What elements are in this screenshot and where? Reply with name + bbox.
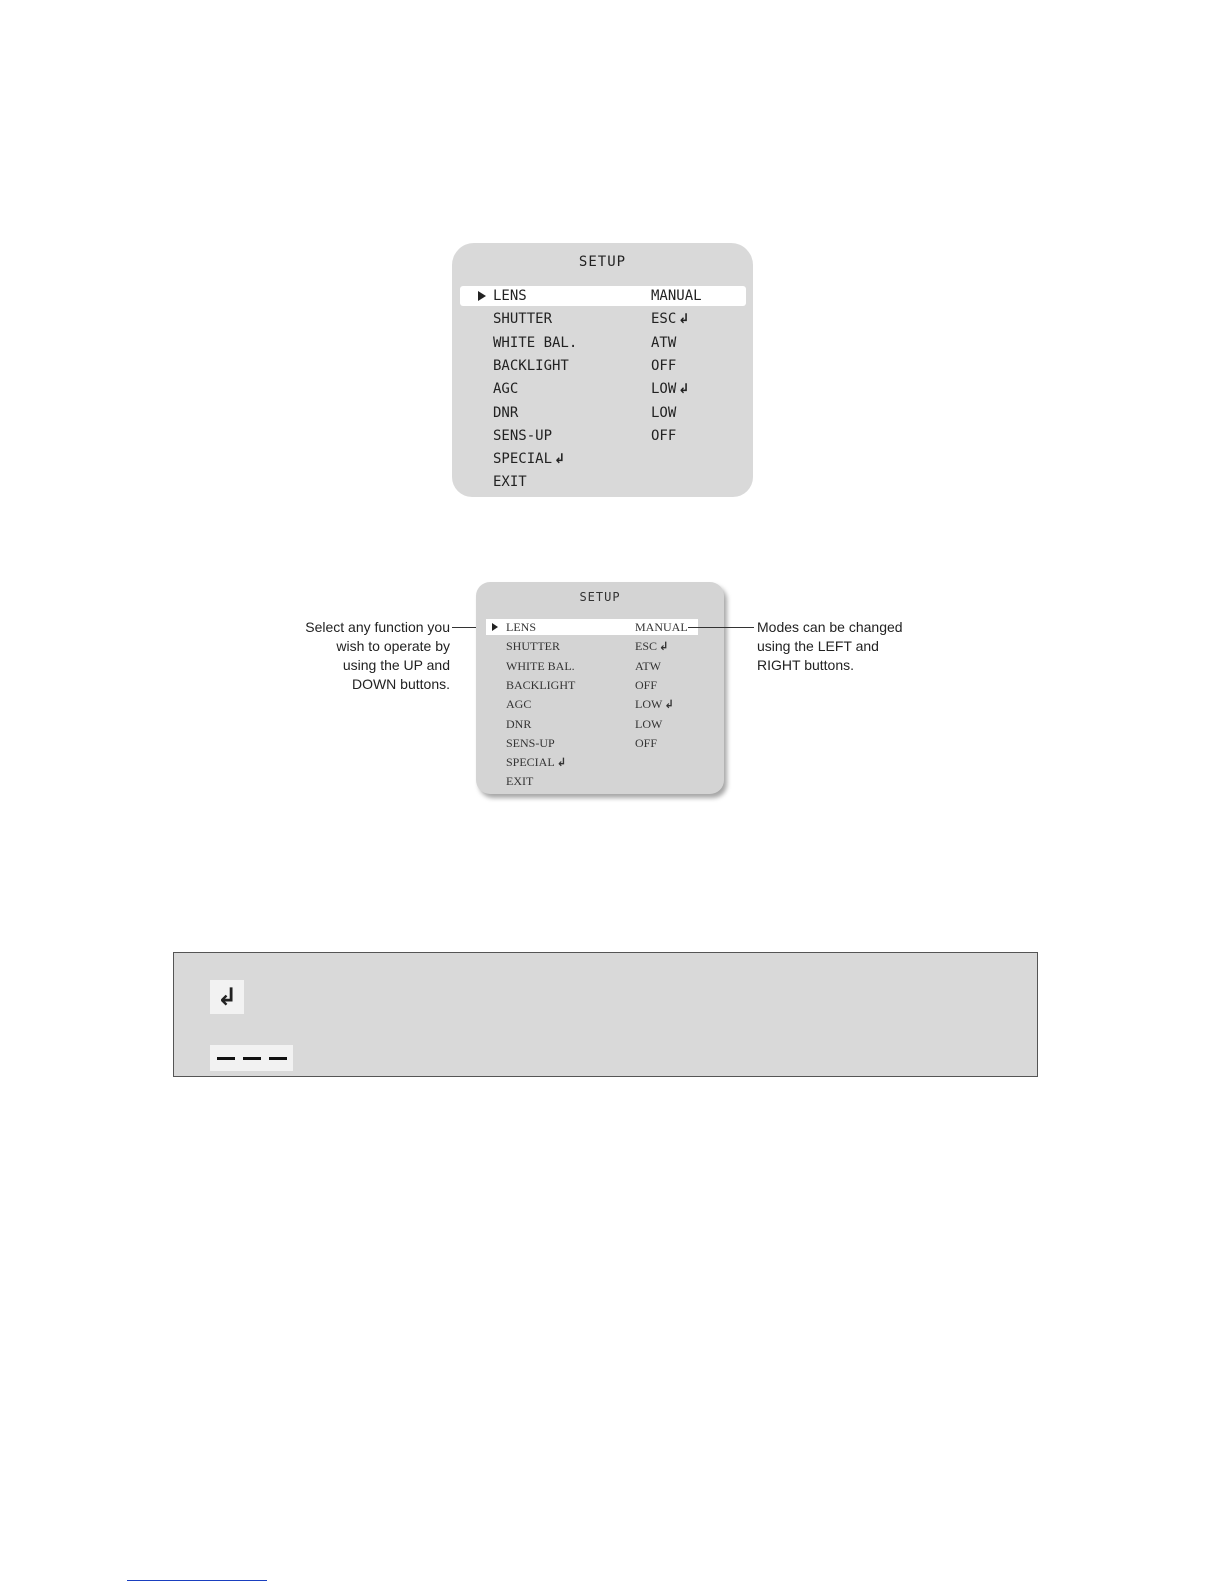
enter-arrow-icon: ↲ [678,382,690,398]
menu-item-label: AGC [506,697,532,712]
enter-arrow-icon: ↲ [556,755,567,770]
menu-item-label: DNR [493,404,519,421]
menu-item-value: LOW ↲ [651,381,690,398]
menu-item-lens[interactable] [486,619,698,635]
enter-arrow-icon: ↲ [554,452,566,468]
menu-item-label: SHUTTER [506,639,560,654]
menu-item-agc[interactable] [486,696,698,712]
callout-change-modes: Modes can be changed using the LEFT and RIGHT buttons. [757,619,903,673]
menu-item-value: ATW [635,658,661,673]
menu-item-value: LOW [651,404,677,421]
menu-item-shutter[interactable] [460,309,746,329]
menu-item-value: LOW [635,716,663,731]
selection-arrow-icon [492,623,498,631]
menu-item-value: ESC ↲ [635,639,669,654]
menu-item-label: EXIT [506,774,534,789]
menu-item-value: ESC ↲ [651,311,690,328]
menu-item-value: MANUAL [635,620,688,634]
enter-arrow-icon: ↲ [659,639,669,654]
menu-item-label: EXIT [493,474,527,491]
menu-item-label: LENS [493,288,527,304]
menu-item-label: SPECIAL ↲ [506,755,567,770]
menu-item-value: ATW [651,334,677,351]
menu-item-value: MANUAL [651,288,702,304]
menu-item-label: LENS [506,620,536,634]
callout-leader-line-right [688,627,754,628]
menu-item-backlight[interactable] [486,677,698,693]
menu-item-sens-up[interactable] [486,735,698,751]
setup-menu-small [476,582,724,794]
menu-item-label: SHUTTER [493,311,553,328]
menu-item-label: WHITE BAL. [506,658,575,673]
footnote-link-underline [127,1580,267,1581]
menu-item-exit[interactable] [460,472,746,492]
dashes-icon [210,1045,293,1071]
menu-item-white-bal[interactable] [460,333,746,353]
enter-arrow-icon: ↲ [210,980,244,1014]
menu-item-value: OFF [651,427,677,444]
selection-arrow-icon [478,291,486,301]
menu-item-label: SENS-UP [493,427,553,444]
menu-item-sens-up[interactable] [460,426,746,446]
menu-item-exit[interactable] [486,773,698,789]
menu-item-white-bal[interactable] [486,658,698,674]
menu-item-value: LOW ↲ [635,697,674,712]
menu-item-label: BACKLIGHT [493,357,569,374]
setup-menu-large [452,243,753,497]
menu-item-value: OFF [635,677,658,692]
menu-item-label: DNR [506,716,532,731]
symbol-legend-box [173,952,1038,1077]
menu-item-backlight[interactable] [460,356,746,376]
menu-item-lens[interactable] [460,286,746,306]
menu-item-label: SPECIAL ↲ [493,451,566,468]
menu-item-label: WHITE BAL. [493,334,578,351]
menu-item-label: AGC [493,381,519,398]
menu-item-label: BACKLIGHT [506,677,576,692]
menu-item-special[interactable] [460,449,746,469]
menu-title: SETUP [579,590,621,604]
menu-item-special[interactable] [486,754,698,770]
menu-item-agc[interactable] [460,379,746,399]
enter-arrow-icon: ↲ [664,697,674,712]
menu-item-dnr[interactable] [486,716,698,732]
menu-item-value: OFF [635,735,658,750]
menu-item-label: SENS-UP [506,735,555,750]
enter-arrow-icon: ↲ [678,312,690,328]
menu-item-shutter[interactable] [486,638,698,654]
menu-item-value: OFF [651,357,677,374]
callout-select-function: Select any function you wish to operate by using the UP and DOWN buttons. [305,619,450,692]
menu-item-dnr[interactable] [460,403,746,423]
menu-title: SETUP [578,254,627,270]
